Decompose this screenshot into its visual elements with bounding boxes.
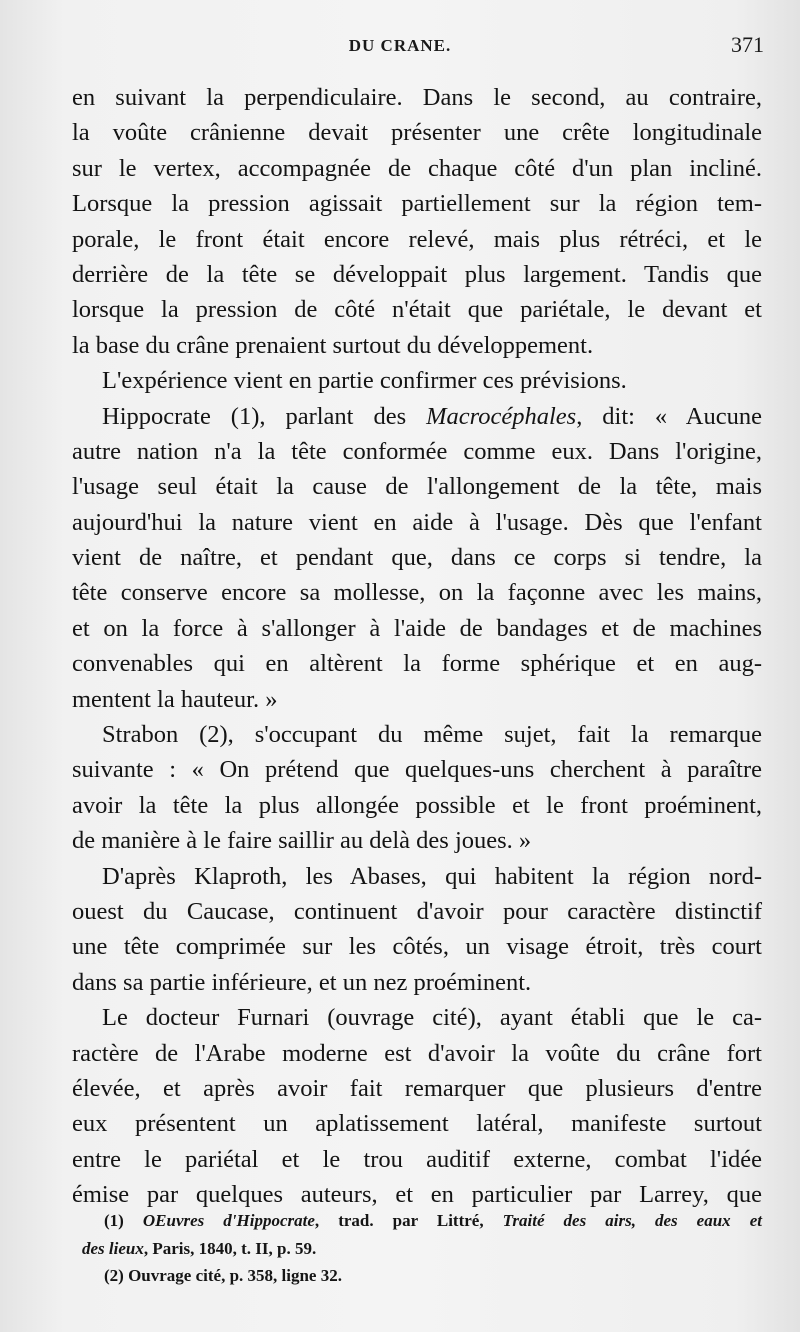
footnote-italic: Traité des airs, des eaux et: [502, 1211, 762, 1230]
text-line: Lorsque la pression agissait partiellement sur la région tem-: [72, 190, 762, 218]
text-line: porale, le front était encore relevé, mais plus rétréci, et le: [72, 225, 762, 253]
text-line: eux présentent un aplatissement latéral, manifeste surtout: [72, 1110, 762, 1138]
text-line: la base du crâne prenaient surtout du développement.: [72, 331, 594, 359]
text-line: autre nation n'a la tête conformée comme eux. Dans l'origine,: [72, 437, 762, 465]
footnote-text: , trad. par Littré,: [314, 1211, 503, 1230]
text-line: [72, 399, 762, 434]
text-line: l'usage seul était la cause de l'allongement de la tête, mais: [72, 473, 762, 501]
footnotes: [82, 1207, 762, 1290]
text-segment: Hippocrate (1), parlant des: [102, 402, 427, 430]
text-line: la voûte crânienne devait présenter une crête longitudinale: [72, 119, 762, 147]
italic-term: Macrocéphales: [426, 402, 577, 430]
text-line: D'après Klaproth, les Abases, qui habitent la région nord-: [102, 862, 762, 890]
text-line: mentent la hauteur. »: [72, 685, 278, 713]
text-line: lorsque la pression de côté n'était que pariétale, le devant et: [72, 296, 762, 324]
text-line: émise par quelques auteurs, et en particulier par Larrey, que: [72, 1181, 762, 1209]
page-number: 371: [731, 32, 764, 57]
text-line: vient de naître, et pendant que, dans ce corps si tendre, la: [72, 544, 762, 572]
text-line: une tête comprimée sur les côtés, un visage étroit, très court: [72, 933, 762, 961]
footnote-2: (2) Ouvrage cité, p. 358, ligne 32.: [104, 1266, 342, 1285]
text-line: élevée, et après avoir fait remarquer que plusieurs d'entre: [72, 1074, 762, 1102]
footnote-1-cont: [82, 1235, 762, 1263]
text-line: convenables qui en altèrent la forme sphérique et en aug-: [72, 650, 762, 678]
text-line: derrière de la tête se développait plus largement. Tandis que: [72, 260, 762, 288]
text-line: suivante : « On prétend que quelques-uns cherchent à paraître: [72, 756, 762, 784]
running-header: [0, 32, 800, 70]
text-line: ouest du Caucase, continuent d'avoir pour caractère distinctif: [72, 897, 762, 925]
footnote-text: , Paris, 1840, t. II, p. 59.: [143, 1238, 317, 1258]
footnote-italic: OEuvres d'Hippocrate: [142, 1211, 315, 1230]
text-line: L'expérience vient en partie confirmer ces prévisions.: [102, 367, 627, 395]
running-title: DU CRANE.: [348, 36, 452, 55]
text-line: Le docteur Furnari (ouvrage cité), ayant établi que le ca-: [102, 1004, 762, 1032]
text-line: entre le pariétal et le trou auditif externe, combat l'idée: [72, 1145, 762, 1173]
footnote-1: [82, 1207, 762, 1235]
text-segment: , dit: « Aucune: [576, 402, 762, 430]
text-line: Strabon (2), s'occupant du même sujet, fait la remarque: [102, 721, 762, 749]
body-text: [72, 80, 762, 1213]
text-line: tête conserve encore sa mollesse, on la façonne avec les mains,: [72, 579, 762, 607]
text-line: en suivant la perpendiculaire. Dans le second, au contraire,: [72, 84, 762, 111]
text-line: aujourd'hui la nature vient en aide à l'usage. Dès que l'enfant: [72, 508, 762, 536]
text-line: sur le vertex, accompagnée de chaque côté d'un plan incliné.: [72, 154, 762, 182]
footnote-italic: des lieux: [82, 1238, 144, 1258]
text-line: dans sa partie inférieure, et un nez proéminent.: [72, 968, 532, 996]
text-line: de manière à le faire saillir au delà des joues. »: [72, 827, 532, 855]
text-line: et on la force à s'allonger à l'aide de bandages et de machines: [72, 614, 762, 642]
footnote-marker: (1): [104, 1211, 143, 1230]
text-line: avoir la tête la plus allongée possible et le front proéminent,: [72, 791, 762, 819]
text-line: ractère de l'Arabe moderne est d'avoir la voûte du crâne fort: [72, 1039, 762, 1067]
